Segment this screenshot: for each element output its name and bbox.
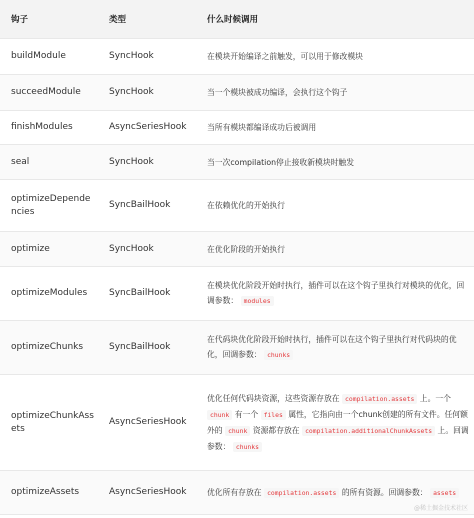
hook-description: 当一次compilation停止接收新模块时触发 [196,145,474,180]
description-text: 资源都存放在 [252,425,300,435]
description-text: 的所有资源。回调参数： [341,487,428,497]
inline-code: chunks [233,442,262,452]
description-text: 上。一个 [419,393,451,403]
header-type: 类型 [98,0,196,39]
description-text: 优化任何代码块资源，这些资源存放在 [207,393,340,403]
watermark: @稀土掘金技术社区 [413,505,468,512]
hook-description [196,267,474,321]
hook-description [196,375,474,471]
table-header-row [0,0,474,39]
hook-type: SyncHook [98,75,196,111]
hook-name: finishModules [0,111,98,145]
table-row [0,39,474,75]
hook-type: AsyncSeriesHook [98,375,196,471]
hook-type: SyncBailHook [98,180,196,232]
hook-name: seal [0,145,98,180]
table-row [0,267,474,321]
table-row [0,232,474,267]
hook-type: AsyncSeriesHook [98,471,196,515]
hook-type: SyncHook [98,39,196,75]
table-row [0,321,474,375]
hook-name: optimizeAssets [0,471,98,515]
inline-code: chunk [225,426,250,436]
hook-name: optimizeChunkAssets [0,375,98,471]
inline-code: compilation.assets [342,394,417,404]
description-text: 上。回调参数： [207,425,469,451]
hook-type: SyncHook [98,145,196,180]
hook-name: buildModule [0,39,98,75]
description-text: 在模块优化阶段开始时执行，插件可以在这个钩子里执行对模块的优化，回调参数： [207,281,465,305]
inline-code: modules [241,296,274,306]
hook-description: 在优化阶段的开始执行 [196,232,474,267]
inline-code: chunk [207,410,232,420]
hook-name: optimizeChunks [0,321,98,375]
header-when: 什么时候调用 [196,0,474,39]
hook-description: 在模块开始编译之前触发，可以用于修改模块 [196,39,474,75]
table-row [0,145,474,180]
hook-type: SyncBailHook [98,321,196,375]
table-row [0,111,474,145]
inline-code: chunks [264,350,293,360]
hook-description: 当所有模块都编译成功后被调用 [196,111,474,145]
hook-name: optimizeDependencies [0,180,98,232]
description-text: 优化所有存放在 [207,487,262,497]
description-text: 属性，它指向由一个chunk创建的所有文件。任何额外的 [207,409,468,435]
description-text: 有一个 [234,409,259,419]
header-hook: 钩子 [0,0,98,39]
hook-description: 在依赖优化的开始执行 [196,180,474,232]
table-row [0,471,474,515]
hook-type: SyncBailHook [98,267,196,321]
hook-name: succeedModule [0,75,98,111]
inline-code: files [261,410,286,420]
hook-name: optimizeModules [0,267,98,321]
hook-name: optimize [0,232,98,267]
inline-code: compilation.additionalChunkAssets [302,426,435,436]
table-row [0,75,474,111]
hook-description [196,321,474,375]
hook-type: AsyncSeriesHook [98,111,196,145]
table-row [0,180,474,232]
table-row [0,375,474,471]
hook-description: 当一个模块被成功编译，会执行这个钩子 [196,75,474,111]
hook-type: SyncHook [98,232,196,267]
description-text: 在代码块优化阶段开始时执行，插件可以在这个钩子里执行对代码块的优化，回调参数： [207,335,457,359]
inline-code: assets [430,488,459,498]
inline-code: compilation.assets [264,488,339,498]
